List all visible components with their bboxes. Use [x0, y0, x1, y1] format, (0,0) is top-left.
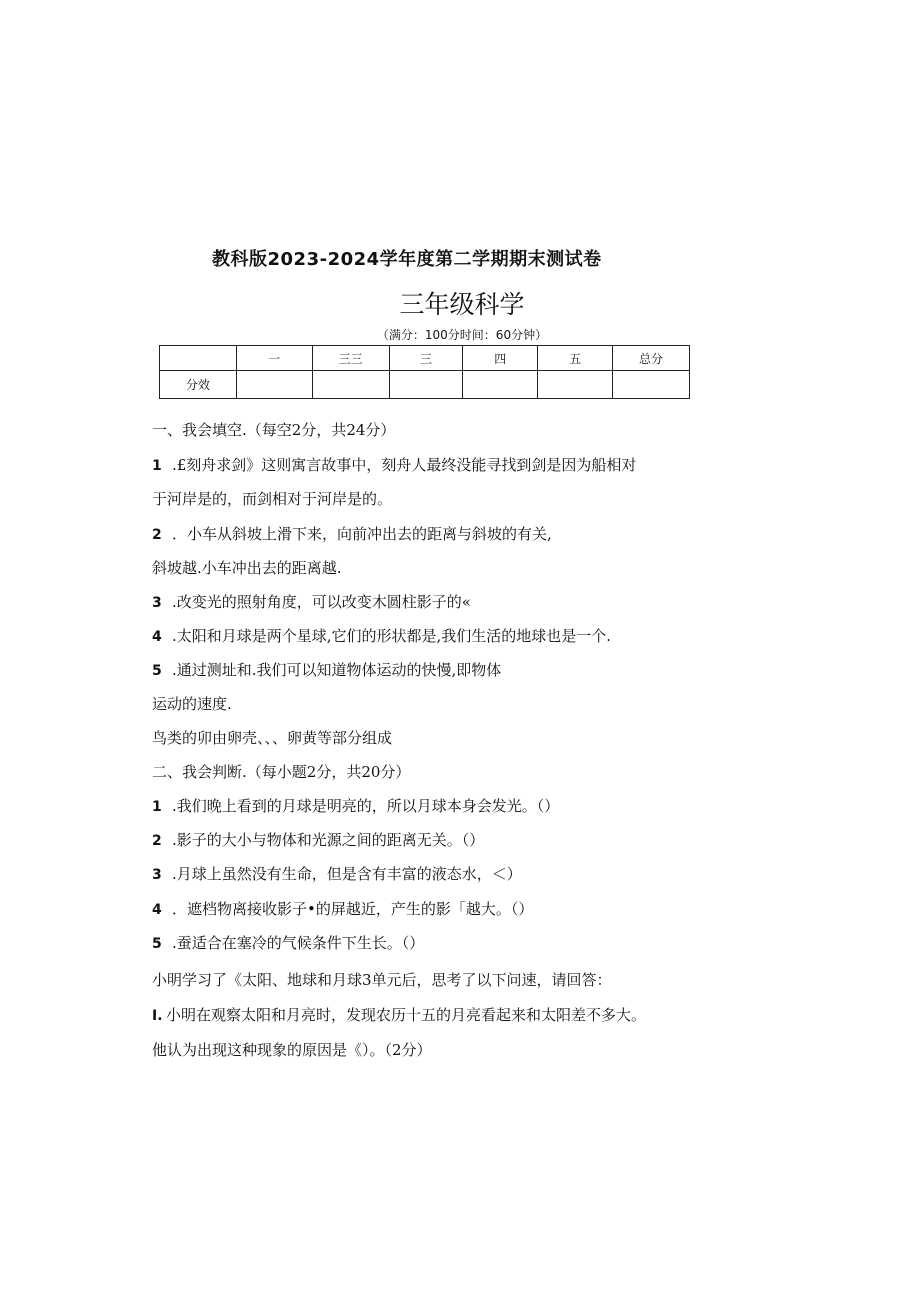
- section3-question: [152, 1005, 646, 1026]
- question-text: .影子的大小与物体和光源之间的距离无关。（）: [172, 831, 485, 849]
- score-header-cell: 三三: [312, 346, 389, 371]
- question-text: ．遮档物离接收影子•的屏越近，产生的影「越大。（）: [172, 900, 534, 918]
- score-value-cell: [236, 371, 312, 399]
- question-text: .月球上虽然没有生命，但是含有丰富的液态水，＜）: [172, 865, 522, 883]
- score-table: [159, 345, 690, 399]
- exam-meta: （满分：100分时间：60分钟）: [376, 328, 548, 342]
- question: [152, 455, 636, 476]
- question: [152, 660, 501, 681]
- question-text: .£刻舟求剑》这则寓言故事中，刻舟人最终没能寻找到剑是因为船相对: [172, 456, 637, 474]
- judgement-item: [152, 933, 424, 954]
- question-text: ．小车从斜坡上滑下来，向前冲出去的距离与斜坡的有关,: [172, 525, 552, 543]
- question-text: .通过测址和.我们可以知道物体运动的快慢,即物体: [172, 661, 502, 679]
- question-continuation: 斜坡越.小车冲出去的距离越.: [152, 559, 342, 577]
- score-value-cell: [312, 371, 389, 399]
- question-number: I.: [152, 1008, 163, 1024]
- question-continuation: 运动的速度.: [152, 695, 232, 713]
- score-value-cell: [463, 371, 538, 399]
- question-text: .太阳和月球是两个星球,它们的形状都是,我们生活的地球也是一个.: [172, 627, 612, 645]
- question-number: 5: [152, 663, 162, 679]
- question-number: 4: [152, 629, 162, 645]
- section3-intro: 小明学习了《太阳、地球和月球3单元后，思考了以下问速，请回答：: [152, 971, 612, 989]
- question-number: 5: [152, 936, 162, 952]
- question-number: 2: [152, 833, 162, 849]
- score-table-header-row: [160, 346, 690, 371]
- question: [152, 592, 471, 613]
- score-header-cell: 五: [538, 346, 613, 371]
- judgement-item: [152, 830, 484, 851]
- question-extra: 鸟类的卯由卵壳、、、卵黄等部分组成: [152, 729, 393, 747]
- score-header-cell: [160, 346, 237, 371]
- score-row-label: 分效: [160, 371, 237, 399]
- judgement-item: [152, 864, 522, 885]
- question-number: 2: [152, 527, 162, 543]
- question-text: .蚕适合在塞冷的气候条件下生长。（）: [172, 934, 425, 952]
- question-number: 1: [152, 458, 162, 474]
- question: [152, 626, 611, 647]
- question-number: 1: [152, 799, 162, 815]
- question-continuation: 他认为出现这种现象的原因是《）。（2分）: [152, 1041, 432, 1059]
- score-value-cell: [613, 371, 690, 399]
- score-header-cell: 四: [463, 346, 538, 371]
- question-continuation: 于河岸是的，而剑相对于河岸是的。: [152, 490, 393, 508]
- question-number: 4: [152, 902, 162, 918]
- judgement-item: [152, 899, 533, 920]
- score-value-cell: [538, 371, 613, 399]
- question-text: 小明在观察太阳和月亮时，发现农历十五的月亮看起来和太阳差不多大。: [166, 1006, 647, 1024]
- score-value-cell: [389, 371, 463, 399]
- question-text: .改变光的照射角度，可以改变木圆柱影子的«: [172, 593, 471, 611]
- score-table-value-row: [160, 371, 690, 399]
- question-number: 3: [152, 867, 162, 883]
- exam-title: 教科版2023-2024学年度第二学期期末测试卷: [212, 249, 602, 270]
- judgement-item: [152, 796, 559, 817]
- section1-heading: 一、我会填空.（每空2分，共24分）: [152, 421, 396, 439]
- question-text: .我们晚上看到的月球是明亮的，所以月球本身会发光。（）: [172, 797, 560, 815]
- score-header-cell: 一: [236, 346, 312, 371]
- question: [152, 524, 552, 545]
- subject-title: 三年级科学: [399, 290, 525, 319]
- question-number: 3: [152, 595, 162, 611]
- section2-heading: 二、我会判断.（每小题2分，共20分）: [152, 763, 411, 781]
- score-header-cell: 三: [389, 346, 463, 371]
- score-header-cell: 总分: [613, 346, 690, 371]
